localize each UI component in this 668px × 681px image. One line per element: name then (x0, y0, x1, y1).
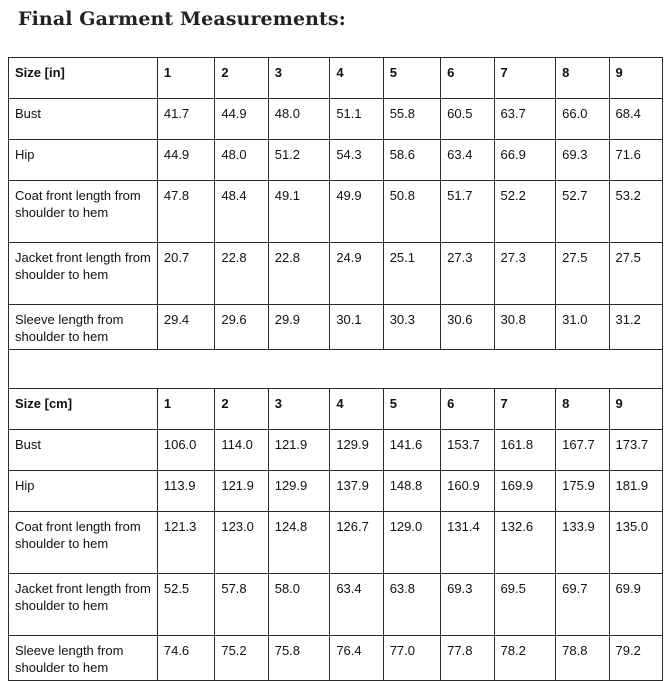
measurement-cell: 51.7 (441, 181, 494, 243)
measurement-cell: 52.7 (556, 181, 609, 243)
size-header-cell: 9 (609, 58, 662, 99)
size-header-cell: 5 (383, 58, 440, 99)
row-label: Sleeve length from shoulder to hem (9, 305, 158, 350)
row-label: Coat front length from shoulder to hem (9, 512, 158, 574)
size-header-label: Size [in] (9, 58, 158, 99)
measurement-cell: 49.1 (268, 181, 330, 243)
measurement-cell: 123.0 (215, 512, 268, 574)
size-header-cell: 6 (441, 389, 494, 430)
measurement-cell: 44.9 (215, 99, 268, 140)
measurement-cell: 30.3 (383, 305, 440, 350)
measurement-cell: 169.9 (494, 471, 556, 512)
measurement-cell: 48.4 (215, 181, 268, 243)
measurement-cell: 137.9 (330, 471, 383, 512)
measurement-cell: 66.9 (494, 140, 556, 181)
measurement-cell: 79.2 (609, 636, 662, 681)
measurement-cell: 141.6 (383, 430, 440, 471)
table-row (9, 430, 663, 471)
size-header-label: Size [cm] (9, 389, 158, 430)
measurement-cell: 68.4 (609, 99, 662, 140)
measurement-cell: 50.8 (383, 181, 440, 243)
page-title: Final Garment Measurements: (18, 8, 346, 30)
measurement-cell: 75.2 (215, 636, 268, 681)
size-header-cell: 4 (330, 58, 383, 99)
measurement-cell: 69.3 (556, 140, 609, 181)
measurement-cell: 27.5 (556, 243, 609, 305)
measurement-cell: 24.9 (330, 243, 383, 305)
size-header-cell: 3 (268, 58, 330, 99)
measurement-cell: 49.9 (330, 181, 383, 243)
size-header-cell: 8 (556, 389, 609, 430)
measurement-cell: 69.3 (441, 574, 494, 636)
measurement-cell: 63.4 (441, 140, 494, 181)
measurement-cell: 25.1 (383, 243, 440, 305)
measurement-cell: 124.8 (268, 512, 330, 574)
measurement-cell: 27.3 (441, 243, 494, 305)
measurement-cell: 161.8 (494, 430, 556, 471)
measurement-cell: 52.5 (157, 574, 214, 636)
inches-header-row (9, 58, 663, 99)
measurement-cell: 27.3 (494, 243, 556, 305)
size-header-cell: 7 (494, 389, 556, 430)
size-header-cell: 7 (494, 58, 556, 99)
measurement-cell: 41.7 (157, 99, 214, 140)
size-header-cell: 4 (330, 389, 383, 430)
row-label: Hip (9, 471, 158, 512)
measurement-cell: 129.9 (330, 430, 383, 471)
measurement-cell: 74.6 (157, 636, 214, 681)
measurement-cell: 57.8 (215, 574, 268, 636)
centimeters-header-row (9, 389, 663, 430)
measurement-cell: 58.0 (268, 574, 330, 636)
measurement-cell: 106.0 (157, 430, 214, 471)
table-row (9, 305, 663, 350)
row-label: Bust (9, 99, 158, 140)
row-label: Bust (9, 430, 158, 471)
measurement-cell: 132.6 (494, 512, 556, 574)
row-label: Jacket front length from shoulder to hem (9, 574, 158, 636)
measurement-cell: 126.7 (330, 512, 383, 574)
measurement-cell: 113.9 (157, 471, 214, 512)
row-label: Coat front length from shoulder to hem (9, 181, 158, 243)
measurement-cell: 31.0 (556, 305, 609, 350)
row-label: Sleeve length from shoulder to hem (9, 636, 158, 681)
measurement-cell: 51.1 (330, 99, 383, 140)
size-header-cell: 5 (383, 389, 440, 430)
row-label: Jacket front length from shoulder to hem (9, 243, 158, 305)
measurement-cell: 69.7 (556, 574, 609, 636)
measurements-table (8, 57, 663, 681)
measurement-cell: 114.0 (215, 430, 268, 471)
measurement-cell: 78.2 (494, 636, 556, 681)
measurement-cell: 22.8 (215, 243, 268, 305)
measurement-cell: 44.9 (157, 140, 214, 181)
table-row (9, 471, 663, 512)
measurement-cell: 30.8 (494, 305, 556, 350)
measurement-cell: 129.9 (268, 471, 330, 512)
measurement-cell: 58.6 (383, 140, 440, 181)
measurement-cell: 66.0 (556, 99, 609, 140)
measurement-cell: 173.7 (609, 430, 662, 471)
measurement-cell: 63.7 (494, 99, 556, 140)
row-label: Hip (9, 140, 158, 181)
section-divider-row (9, 350, 663, 389)
measurement-cell: 121.9 (215, 471, 268, 512)
measurement-cell: 20.7 (157, 243, 214, 305)
measurement-cell: 31.2 (609, 305, 662, 350)
measurement-cell: 131.4 (441, 512, 494, 574)
measurement-cell: 60.5 (441, 99, 494, 140)
measurement-cell: 29.9 (268, 305, 330, 350)
measurement-cell: 148.8 (383, 471, 440, 512)
measurement-cell: 30.6 (441, 305, 494, 350)
measurement-cell: 121.9 (268, 430, 330, 471)
measurement-cell: 63.8 (383, 574, 440, 636)
measurement-cell: 69.9 (609, 574, 662, 636)
measurement-cell: 135.0 (609, 512, 662, 574)
table-row (9, 140, 663, 181)
size-header-cell: 6 (441, 58, 494, 99)
table-row (9, 181, 663, 243)
measurement-cell: 153.7 (441, 430, 494, 471)
size-header-cell: 1 (157, 389, 214, 430)
measurement-cell: 22.8 (268, 243, 330, 305)
table-row (9, 243, 663, 305)
measurement-cell: 71.6 (609, 140, 662, 181)
table-row (9, 512, 663, 574)
measurement-cell: 133.9 (556, 512, 609, 574)
size-header-cell: 2 (215, 58, 268, 99)
measurement-cell: 129.0 (383, 512, 440, 574)
size-header-cell: 1 (157, 58, 214, 99)
measurement-cell: 47.8 (157, 181, 214, 243)
measurement-cell: 27.5 (609, 243, 662, 305)
measurement-cell: 52.2 (494, 181, 556, 243)
measurement-cell: 54.3 (330, 140, 383, 181)
table-row (9, 99, 663, 140)
measurement-cell: 77.8 (441, 636, 494, 681)
measurement-cell: 69.5 (494, 574, 556, 636)
measurement-cell: 48.0 (268, 99, 330, 140)
measurement-cell: 51.2 (268, 140, 330, 181)
measurement-cell: 160.9 (441, 471, 494, 512)
measurement-cell: 121.3 (157, 512, 214, 574)
measurement-cell: 55.8 (383, 99, 440, 140)
measurement-cell: 78.8 (556, 636, 609, 681)
table-row (9, 574, 663, 636)
size-header-cell: 8 (556, 58, 609, 99)
measurement-cell: 30.1 (330, 305, 383, 350)
measurement-cell: 75.8 (268, 636, 330, 681)
measurement-cell: 29.6 (215, 305, 268, 350)
measurement-cell: 76.4 (330, 636, 383, 681)
measurement-cell: 53.2 (609, 181, 662, 243)
measurement-cell: 29.4 (157, 305, 214, 350)
measurement-cell: 175.9 (556, 471, 609, 512)
size-header-cell: 3 (268, 389, 330, 430)
size-header-cell: 2 (215, 389, 268, 430)
measurement-cell: 167.7 (556, 430, 609, 471)
measurement-cell: 48.0 (215, 140, 268, 181)
size-header-cell: 9 (609, 389, 662, 430)
section-divider (9, 350, 663, 389)
measurement-cell: 77.0 (383, 636, 440, 681)
measurement-cell: 181.9 (609, 471, 662, 512)
measurement-cell: 63.4 (330, 574, 383, 636)
table-row (9, 636, 663, 681)
